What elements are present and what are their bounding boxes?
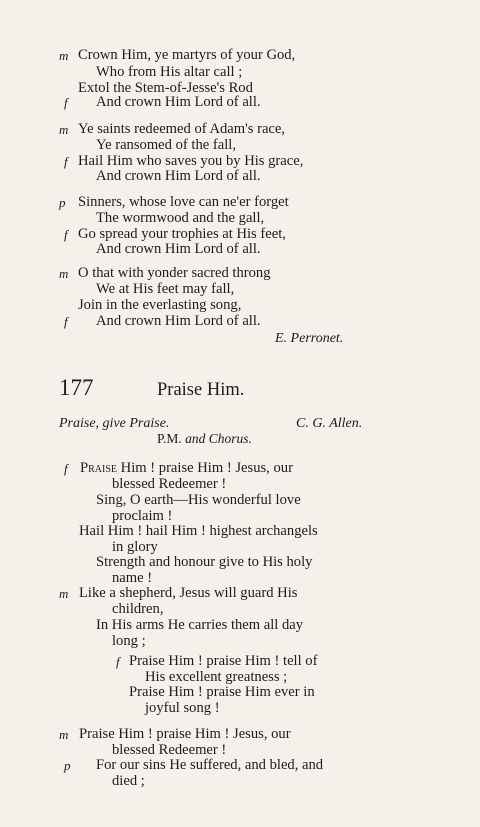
verse-line: Sinners, whose love can ne'er forget [78,194,289,210]
verse-line: Hail Him who saves you by His grace, [78,153,304,169]
verse-line-rest: Him ! praise Him ! Jesus, our [120,460,293,476]
meter [157,430,252,447]
dynamic-marking: m [59,586,69,601]
chorus-line: His excellent greatness ; [145,669,288,685]
dynamic-marking: f [116,654,120,669]
verse-line: in glory [112,539,158,555]
verse-line: Sing, O earth—His wonderful love [96,492,301,508]
verse-line: died ; [112,773,145,789]
dynamic-marking: m [59,48,69,63]
composer-name: C. G. Allen. [296,416,363,431]
chorus-line: joyful song ! [145,700,220,716]
verse-line: proclaim ! [112,508,173,524]
verse-line: Ye saints redeemed of Adam's race, [78,121,286,137]
verse-line [80,460,293,477]
chorus-line: Praise Him ! praise Him ! tell of [129,653,318,669]
verse-line: Who from His altar call ; [96,64,243,80]
dynamic-marking: f [64,154,68,169]
verse-line: We at His feet may fall, [96,281,235,297]
meter-chorus: and Chorus. [185,431,252,446]
author-attribution: E. Perronet. [275,331,344,346]
dynamic-marking: p [59,195,66,210]
hymn-number: 177 [59,375,94,400]
dynamic-marking: f [64,227,68,242]
verse-line: name ! [112,570,153,586]
verse-line: Hail Him ! hail Him ! highest archangels [79,523,318,539]
verse-line: blessed Redeemer ! [112,476,227,492]
verse-line: And crown Him Lord of all. [96,241,261,257]
tune-name: Praise, give Praise. [59,416,170,431]
dynamic-marking: p [64,758,71,773]
verse-line: blessed Redeemer ! [112,742,227,758]
hymn-title: Praise Him. [157,380,245,400]
verse-line: And crown Him Lord of all. [96,94,261,110]
verse-line: Praise Him ! praise Him ! Jesus, our [79,726,291,742]
dynamic-marking: f [64,314,68,329]
dynamic-marking: f [64,95,68,110]
verse-line: children, [112,601,164,617]
verse-line: long ; [112,633,146,649]
verse-line: Extol the Stem-of-Jesse's Rod [78,80,253,96]
verse-line: The wormwood and the gall, [96,210,265,226]
verse-line: Join in the everlasting song, [78,297,242,313]
verse-line: O that with yonder sacred throng [78,265,271,281]
chorus-line: Praise Him ! praise Him ever in [129,684,315,700]
meter-pm: P.M. [157,431,182,446]
dynamic-marking: m [59,266,69,281]
dynamic-marking: m [59,122,69,137]
dynamic-marking: m [59,727,69,742]
dynamic-marking: f [64,461,68,476]
verse-line: Crown Him, ye martyrs of your God, [78,47,296,63]
verse-line: And crown Him Lord of all. [96,313,261,329]
opening-word: Praise [80,460,118,476]
verse-line: For our sins He suffered, and bled, and [96,757,324,773]
verse-line: Ye ransomed of the fall, [96,137,236,153]
verse-line: Like a shepherd, Jesus will guard His [79,585,298,601]
verse-line: Strength and honour give to His holy [96,554,313,570]
verse-line: And crown Him Lord of all. [96,168,261,184]
verse-line: In His arms He carries them all day [96,617,304,633]
verse-line: Go spread your trophies at His feet, [78,226,286,242]
